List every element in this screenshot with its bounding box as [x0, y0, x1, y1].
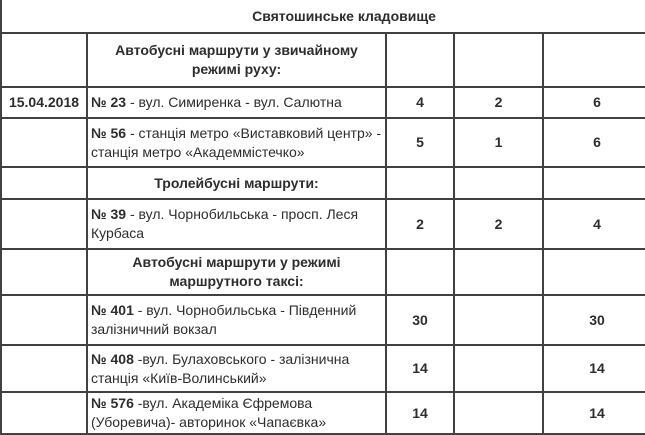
date-cell — [1, 345, 87, 392]
route-cell — [87, 392, 386, 434]
date-cell — [1, 392, 87, 434]
date-cell-empty — [1, 167, 87, 199]
section-label-bus-taxi: Автобусні маршрути у режимі маршрутного таксі: — [87, 249, 386, 295]
route-number: № 408 — [91, 350, 134, 367]
value-cell: 2 — [454, 87, 543, 118]
value-cell: 2 — [454, 199, 543, 249]
date-cell-empty — [1, 33, 87, 87]
value-cell: 14 — [386, 345, 454, 392]
route-number: № 56 — [91, 124, 127, 141]
route-cell — [87, 118, 386, 167]
route-number: № 39 — [91, 206, 127, 222]
section-label-bus-normal: Автобусні маршрути у звичайному режимі руху: — [87, 33, 386, 87]
route-number: № 23 — [91, 94, 127, 110]
route-cell — [87, 87, 386, 118]
table-row-route-401 — [1, 295, 645, 345]
date-cell: 15.04.2018 — [1, 87, 87, 118]
route-description: -вул. Булаховського - залізнична станція «Київ-Волинський» — [91, 350, 350, 386]
section-label-trolleybus: Тролейбусні маршрути: — [87, 167, 386, 199]
value-cell-empty — [543, 167, 645, 199]
value-cell: 14 — [386, 392, 454, 434]
table-row-route-56 — [1, 118, 645, 167]
table-row-section-taxi — [1, 249, 645, 295]
value-cell: 5 — [386, 118, 454, 167]
table-row-route-39 — [1, 199, 645, 249]
table-row-route-408 — [1, 345, 645, 392]
route-description: - вул. Симиренка - вул. Салютна — [126, 94, 342, 110]
value-cell: 6 — [543, 118, 645, 167]
route-cell — [87, 199, 386, 249]
date-cell — [1, 118, 87, 167]
route-description: - станція метро «Виставковий центр» - станція метро «Академмістечко» — [91, 124, 382, 160]
value-cell: 4 — [386, 87, 454, 118]
value-cell-empty — [454, 249, 543, 295]
table-row-section-bus — [1, 33, 645, 87]
route-description: - вул. Чорнобильська - Південний залізничний вокзал — [91, 302, 357, 337]
value-cell: 30 — [543, 295, 645, 345]
table-row-route-23 — [1, 87, 645, 118]
table-title: Святошинське кладовище — [1, 0, 645, 33]
value-cell: 14 — [543, 345, 645, 392]
date-cell — [1, 199, 87, 249]
value-cell-empty — [454, 33, 543, 87]
value-cell-empty — [386, 33, 454, 87]
value-cell — [454, 345, 543, 392]
table-row-section-trolleybus — [1, 167, 645, 199]
value-cell-empty — [543, 33, 645, 87]
value-cell-empty — [386, 167, 454, 199]
value-cell — [454, 392, 543, 434]
route-description: -вул. Академіка Єфремова (Уборевича)- авторинок «Чапаєвка» — [91, 395, 327, 430]
route-number: № 401 — [91, 302, 134, 318]
value-cell-empty — [386, 249, 454, 295]
route-number: № 576 — [91, 395, 134, 411]
value-cell: 6 — [543, 87, 645, 118]
date-cell-empty — [1, 249, 87, 295]
value-cell: 1 — [454, 118, 543, 167]
value-cell: 2 — [386, 199, 454, 249]
value-cell: 4 — [543, 199, 645, 249]
value-cell — [454, 295, 543, 345]
value-cell: 30 — [386, 295, 454, 345]
value-cell: 14 — [543, 392, 645, 434]
route-description: - вул. Чорнобильська - просп. Леся Курбаса — [91, 206, 359, 241]
value-cell-empty — [454, 167, 543, 199]
route-cell — [87, 295, 386, 345]
table-row-route-576 — [1, 392, 645, 434]
table-row-title — [1, 0, 645, 33]
route-cell — [87, 345, 386, 392]
value-cell-empty — [543, 249, 645, 295]
date-cell — [1, 295, 87, 345]
